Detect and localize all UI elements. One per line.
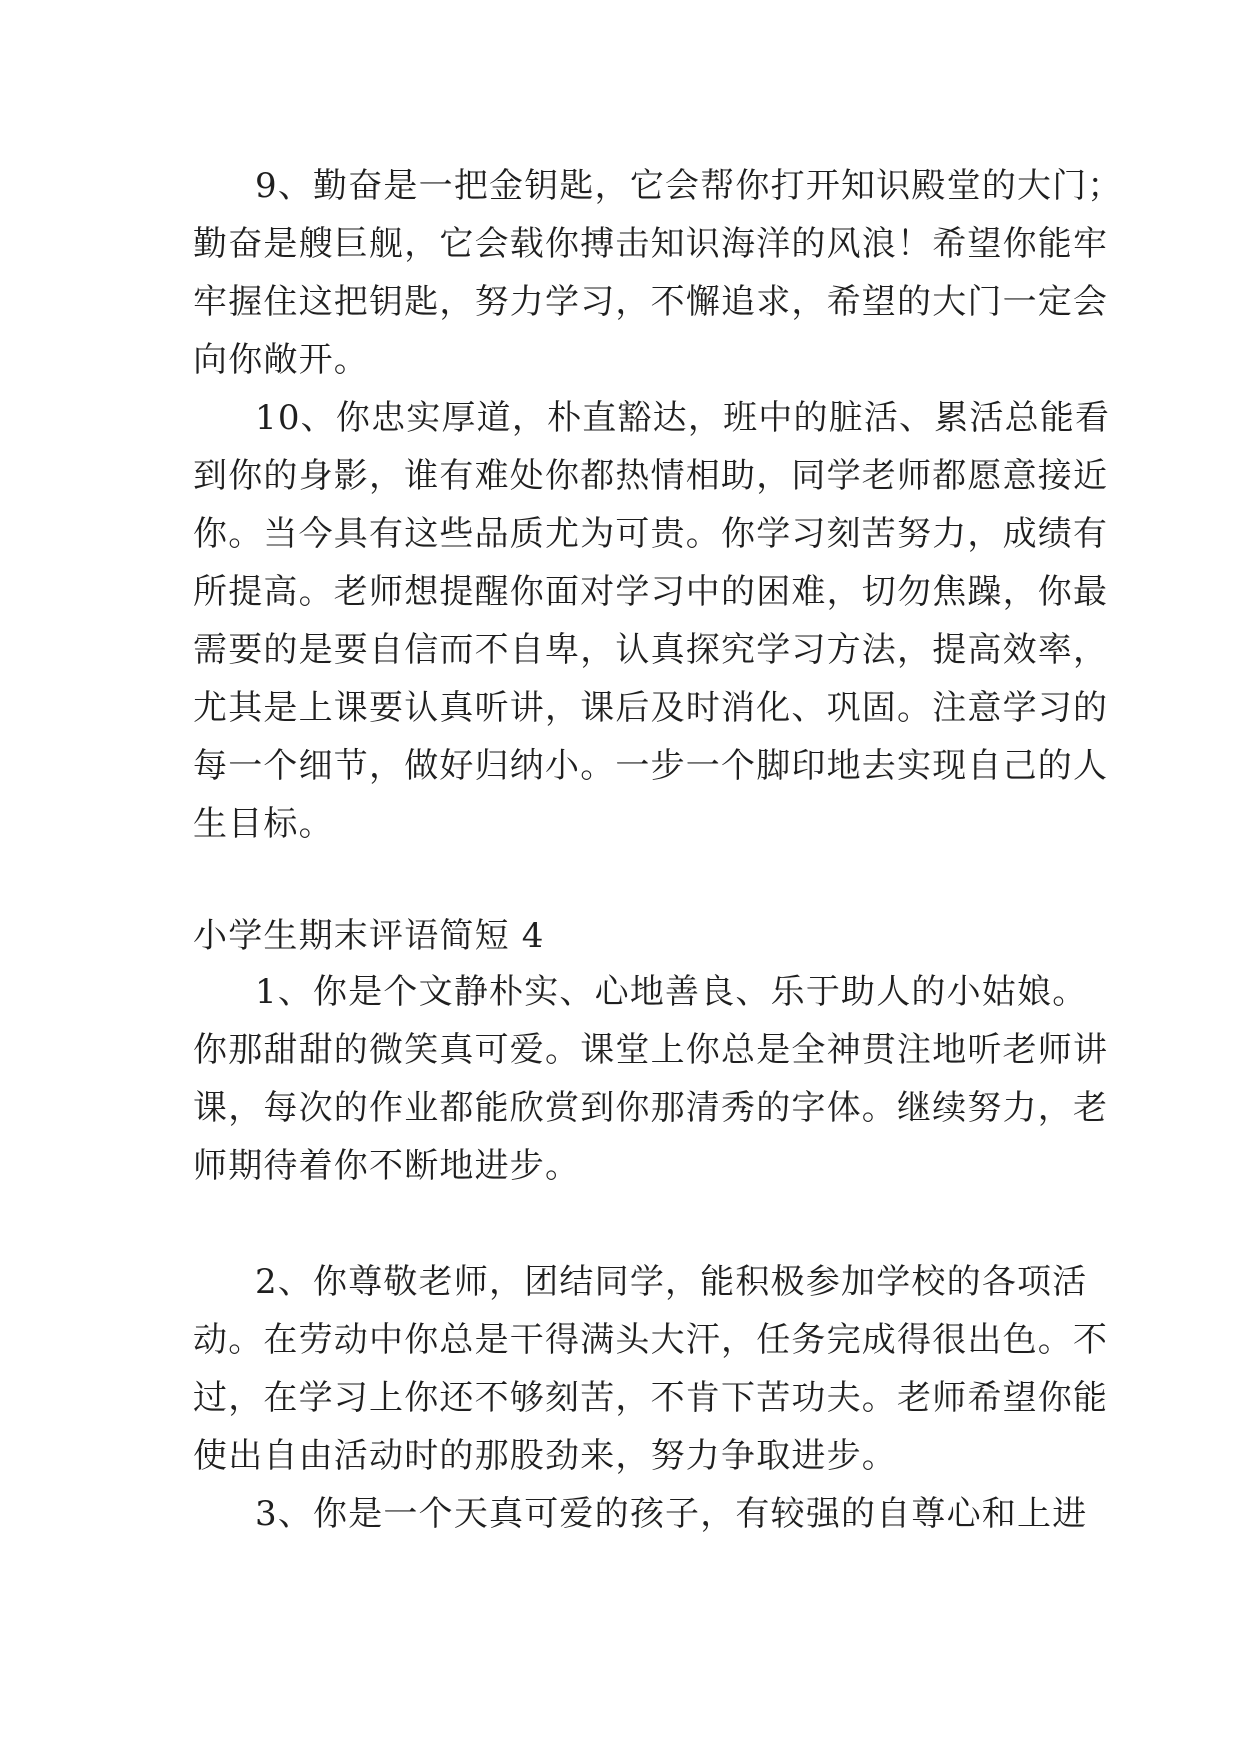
paragraph-10-line-1: 10、你忠实厚道，朴直豁达，班中的脏活、累活总能看	[255, 398, 1111, 438]
paragraph-10-line-8: 生目标。	[193, 804, 334, 844]
paragraph-10-line-3: 你。当今具有这些品质尤为可贵。你学习刻苦努力，成绩有	[193, 514, 1109, 554]
paragraph-9-line-2: 勤奋是艘巨舰，它会载你搏击知识海洋的风浪！希望你能牢	[193, 224, 1109, 264]
paragraph-10-line-7: 每一个细节，做好归纳小。一步一个脚印地去实现自己的人	[193, 746, 1109, 786]
paragraph-10-line-5: 需要的是要自信而不自卑，认真探究学习方法，提高效率，	[193, 630, 1109, 670]
paragraph-2-line-1: 2、你尊敬老师，团结同学，能积极参加学校的各项活	[255, 1262, 1088, 1302]
paragraph-1-line-4: 师期待着你不断地进步。	[193, 1146, 581, 1186]
section-heading: 小学生期末评语简短 4	[193, 916, 545, 956]
paragraph-9-line-1: 9、勤奋是一把金钥匙，它会帮你打开知识殿堂的大门；	[255, 166, 1123, 206]
paragraph-2-line-4: 使出自由活动时的那股劲来，努力争取进步。	[193, 1436, 897, 1476]
paragraph-2-line-3: 过，在学习上你还不够刻苦，不肯下苦功夫。老师希望你能	[193, 1378, 1109, 1418]
paragraph-10-line-2: 到你的身影，谁有难处你都热情相助，同学老师都愿意接近	[193, 456, 1109, 496]
paragraph-1-line-1: 1、你是个文静朴实、心地善良、乐于助人的小姑娘。	[255, 972, 1088, 1012]
paragraph-10-line-6: 尤其是上课要认真听讲，课后及时消化、巩固。注意学习的	[193, 688, 1109, 728]
paragraph-9-line-3: 牢握住这把钥匙，努力学习，不懈追求，希望的大门一定会	[193, 282, 1109, 322]
paragraph-1-line-2: 你那甜甜的微笑真可爱。课堂上你总是全神贯注地听老师讲	[193, 1030, 1109, 1070]
paragraph-3-line-1: 3、你是一个天真可爱的孩子，有较强的自尊心和上进	[255, 1494, 1088, 1534]
paragraph-9-line-4: 向你敞开。	[193, 340, 369, 380]
paragraph-2-line-2: 动。在劳动中你总是干得满头大汗，任务完成得很出色。不	[193, 1320, 1109, 1360]
paragraph-1-line-3: 课，每次的作业都能欣赏到你那清秀的字体。继续努力，老	[193, 1088, 1109, 1128]
paragraph-10-line-4: 所提高。老师想提醒你面对学习中的困难，切勿焦躁，你最	[193, 572, 1109, 612]
